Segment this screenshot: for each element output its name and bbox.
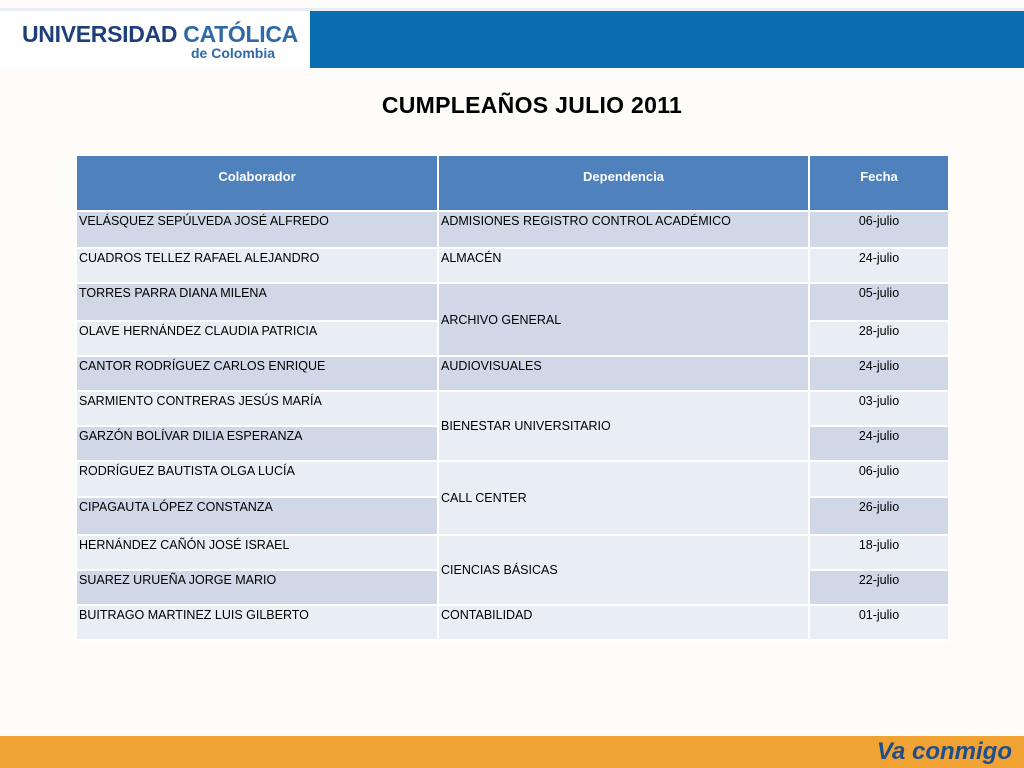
- logo-subtitle: de Colombia: [191, 45, 276, 61]
- cell-colaborador: GARZÓN BOLÍVAR DILIA ESPERANZA: [76, 426, 438, 461]
- cell-fecha: 06-julio: [809, 211, 949, 248]
- logo-word-universidad: UNIVERSIDAD: [22, 21, 178, 47]
- cell-colaborador: SARMIENTO CONTRERAS JESÚS MARÍA: [76, 391, 438, 426]
- cell-dependencia: ARCHIVO GENERAL: [438, 283, 809, 356]
- cell-fecha: 24-julio: [809, 356, 949, 391]
- birthdays-table: [75, 154, 950, 641]
- table-row: [76, 211, 949, 248]
- cell-colaborador: CIPAGAUTA LÓPEZ CONSTANZA: [76, 497, 438, 535]
- table-row: [76, 391, 949, 426]
- header-bar: [0, 11, 1024, 68]
- cell-colaborador: CUADROS TELLEZ RAFAEL ALEJANDRO: [76, 248, 438, 283]
- cell-colaborador: OLAVE HERNÁNDEZ CLAUDIA PATRICIA: [76, 321, 438, 356]
- cell-dependencia: CIENCIAS BÁSICAS: [438, 535, 809, 605]
- footer-bar: [0, 736, 1024, 768]
- cell-dependencia: BIENESTAR UNIVERSITARIO: [438, 391, 809, 461]
- cell-fecha: 01-julio: [809, 605, 949, 640]
- table-row: [76, 248, 949, 283]
- cell-dependencia: AUDIOVISUALES: [438, 356, 809, 391]
- cell-fecha: 22-julio: [809, 570, 949, 605]
- table-header-row: [76, 155, 949, 211]
- cell-fecha: 26-julio: [809, 497, 949, 535]
- cell-fecha: 24-julio: [809, 248, 949, 283]
- university-logo: [0, 11, 310, 68]
- cell-colaborador: RODRÍGUEZ BAUTISTA OLGA LUCÍA: [76, 461, 438, 497]
- cell-fecha: 28-julio: [809, 321, 949, 356]
- table-row: [76, 605, 949, 640]
- cell-colaborador: CANTOR RODRÍGUEZ CARLOS ENRIQUE: [76, 356, 438, 391]
- cell-fecha: 06-julio: [809, 461, 949, 497]
- footer-slogan: Va conmigo: [876, 738, 1012, 765]
- cell-colaborador: HERNÁNDEZ CAÑÓN JOSÉ ISRAEL: [76, 535, 438, 570]
- cell-dependencia: CONTABILIDAD: [438, 605, 809, 640]
- table-row: [76, 535, 949, 570]
- cell-fecha: 24-julio: [809, 426, 949, 461]
- logo-text: [22, 23, 298, 46]
- table-row: [76, 356, 949, 391]
- cell-dependencia: ALMACÉN: [438, 248, 809, 283]
- cell-colaborador: SUAREZ URUEÑA JORGE MARIO: [76, 570, 438, 605]
- table-row: [76, 461, 949, 497]
- cell-fecha: 05-julio: [809, 283, 949, 321]
- column-header-dependencia: Dependencia: [438, 155, 809, 211]
- page-title: CUMPLEAÑOS JULIO 2011: [381, 92, 683, 118]
- cell-fecha: 03-julio: [809, 391, 949, 426]
- cell-colaborador: TORRES PARRA DIANA MILENA: [76, 283, 438, 321]
- cell-colaborador: BUITRAGO MARTINEZ LUIS GILBERTO: [76, 605, 438, 640]
- logo-word-catolica: CATÓLICA: [183, 21, 298, 47]
- cell-fecha: 18-julio: [809, 535, 949, 570]
- cell-dependencia: ADMISIONES REGISTRO CONTROL ACADÉMICO: [438, 211, 809, 248]
- cell-colaborador: VELÁSQUEZ SEPÚLVEDA JOSÉ ALFREDO: [76, 211, 438, 248]
- cell-dependencia: CALL CENTER: [438, 461, 809, 535]
- column-header-colaborador: Colaborador: [76, 155, 438, 211]
- table-row: [76, 283, 949, 321]
- column-header-fecha: Fecha: [809, 155, 949, 211]
